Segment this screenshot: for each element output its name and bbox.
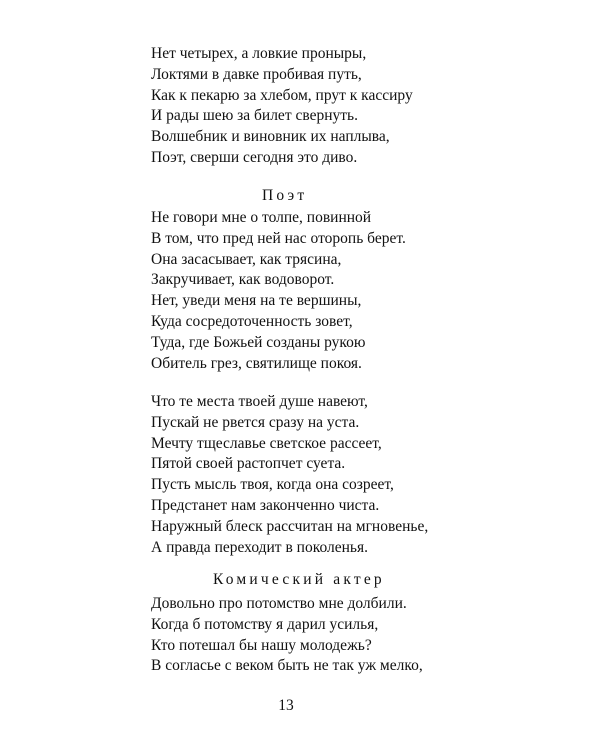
verse-line: Когда б потомству я дарил усилья, — [151, 615, 379, 633]
speaker-heading-comic-actor: Комический актер — [213, 571, 385, 588]
verse-line: Она засасывает, как трясина, — [151, 250, 342, 268]
verse-line: Волшебник и виновник их наплыва, — [151, 128, 390, 146]
verse-line: Кто потешал бы нашу молодежь? — [151, 636, 372, 654]
verse-line: Мечту тщеславье светское рассеет, — [151, 434, 382, 452]
verse-line: Довольно про потомство мне долбили. — [151, 595, 407, 612]
verse-line: Наружный блеск рассчитан на мгновенье, — [151, 517, 429, 535]
verse-line: Пусть мысль твоя, когда она созреет, — [151, 476, 394, 494]
verse-line: Куда сосредоточенность зовет, — [151, 312, 353, 330]
verse-line: Обитель грез, святилище покоя. — [151, 354, 362, 372]
verse-line: Локтями в давке пробивая путь, — [151, 65, 362, 83]
verse-line: Пятой своей растопчет суета. — [151, 455, 346, 473]
speaker-heading-poet: Поэт — [262, 187, 308, 204]
verse-line: Не говори мне о толпе, повинной — [151, 209, 372, 226]
stanza-2 — [151, 208, 551, 374]
verse-line: А правда переходит в поколенья. — [151, 538, 368, 556]
verse-line: Нет четырех, а ловкие проныры, — [151, 45, 367, 62]
stanza-1 — [151, 44, 551, 169]
verse-line: Поэт, сверши сегодня это диво. — [151, 148, 358, 166]
verse-line: И рады шею за билет свернуть. — [151, 107, 358, 125]
verse-line: В согласье с веком быть не так уж мелко, — [151, 657, 423, 675]
verse-line: Пускай не рвется сразу на уста. — [151, 413, 360, 431]
verse-line: Что те места твоей душе навеют, — [151, 393, 368, 410]
stanza-4 — [151, 594, 551, 677]
page-number: 13 — [278, 697, 294, 714]
verse-line: Закручивает, как водоворот. — [151, 271, 335, 289]
verse-line: Нет, уведи меня на те вершины, — [151, 292, 362, 310]
verse-line: В том, что пред ней нас оторопь берет. — [151, 229, 406, 247]
verse-line: Предстанет нам законченно чиста. — [151, 496, 380, 514]
verse-line: Туда, где Божьей созданы рукою — [151, 333, 366, 351]
verse-line: Как к пекарю за хлебом, прут к кассиру — [151, 86, 413, 104]
stanza-3 — [151, 392, 551, 558]
